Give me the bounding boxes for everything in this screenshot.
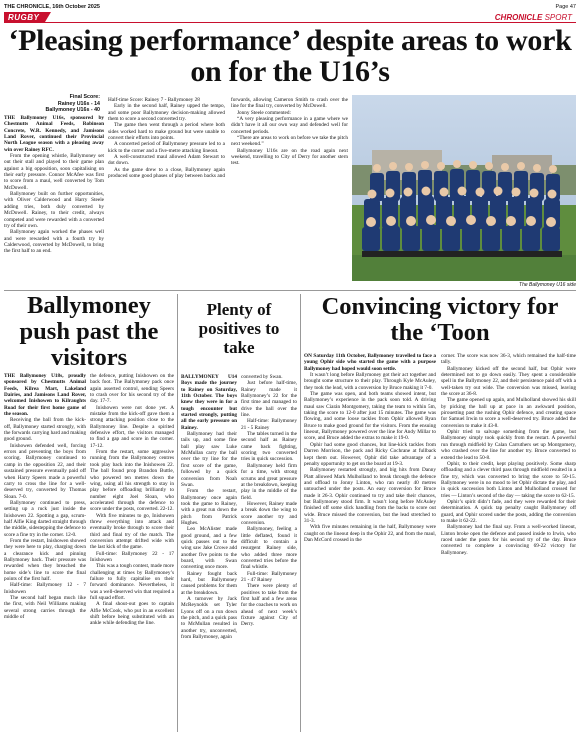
article-u18-col1: THE Ballymoney U18s, proudly sponsored by Chestnutts Animal Feeds, Kilrea Mart, Lakeland Dairies, and Jamisons Land Rover, welcomed Inishowen to Kilraughts Road for their first home game of the season. Receiving the ball from the kick-off, Ballymoney started strongly, with the forwards carrying hard and making good ground. Inishowen defended well, forcing errors and preventing the boys from scoring. Ballymoney continued to camp in the opposition 22, and their sustained pressure eventually paid off when Harry Speers made a powerful carry to cross the line for a well-deserved try, converted by Thomas Sloan. 7-0. Ballymoney continued to press, setting up a ruck just inside the Inishowen 22. Spotting a gap, scrum-half Alfie King darted straight through the middle, sidestepping the defence to score a fine try in the corner. 12-0. From the restart, Inishowen showed they were here to play, charging down a clearance kick and pinning Ballymoney back. Their pressure was rewarded when they breached the home side’s line to score the final points of the first half. Half-time: Ballymoney 12 - 7 Inishowen The second half began much like the first, with Neil Williams making several strong carries through the middle of [4,373,86,621]
final-score-box: Final Score: Rainey U16s - 14 Ballymoney U16s - 40 [45,94,100,114]
article-toon-col2: corner. The score was now 36-3, which remained the half-time tally. Ballymoney kicked off the second half, but Ophir were determined not to go down easily. They spent a considerable spell in the Ballymoney 22, and their persistence paid off with a well-taken try out wide. The conversion was missed, leaving the score at 36-8. The game opened up again, and Mulholland showed his skill by picking the ball up at pace in an awkward position, pirouetting past the rushing Ophir defence, and creating space for Samuel Irwin to score a well-deserved try. Bruce added the conversion to make it 43-8. Ophir tried to salvage something from the game, but Ballymoney simply took quickly from the restart. A powerful run through midfield by Calan Carruthers set up Montgomery, who crashed over the line for another try. Bruce converted to extend the lead to 50-8. Ophir, to their credit, kept playing positively. Some sharp offloading and a clever third pass through midfield resulted in a fine try, which was converted to bring the score to 50-15. Ballymoney were in no mood to let Ophir dictate the play, and in quick succession both Linton and Mulholland crossed for tries — Linton’s second of the day — taking the score to 62-15. Ophir’s spirit didn’t fade, and they were rewarded for their determination. A quick tap penalty caught Ballymoney off guard, and Ophir scored under the posts, adding the conversion to make it 62-22. Ballymoney had the final say. From a well-worked lineout, Linton broke open the defence and passed inside to Irwin, who raced under the posts for his second try of the day. Bruce converted to complete a convincing 69-22 victory for Ballymoney. [441,353,576,556]
article-toon-col1: ON Saturday 11th October, Ballymoney travelled to face a young Ophir side who started the game with a purpose Ballymoney had hoped would soon settle. It wasn’t long before Ballymoney got their act together and brought some structure to their play. Through Kyle McAuley, they took the lead, with a conversion by Bruce making it 7-0. The game was open, and both teams showed intent, but Ballymoney’s experience in the pack soon told. A driving maul saw Ciarán Montgomery, taking the team to within 5m, taking the score to 12-0 after just 15 minutes. The game was flowing, and some loose tackles from Ophir allowed Ryan Bruce to make good ground for the visitors. From the ensuing lineout, Ballymoney powered over the line for Andy Millar to score, and Bruce added the extras to make it 19-0. Ophir had some good chances, but line-kick tackles from Darren Morrison, the pack and Ricky Cochrane at fullback kept them out. However, Ophir did take advantage of a penalty opportunity to get on the board at 19-3. Ballymoney restarted strongly, and big hits from Danny Platt allowed Mark Mulholland to break through the defence and offload to Jonny Linton, who ran nearly 40 metres untouched under the posts. An easy conversion for Bruce made it 26-3. Ophir continued to try and take their chances, but Ballymoney stood firm. It wasn’t long before McAuley finished off some slick handling from the backs to score out wide. Bruce missed the conversion, but the lead stretched to 31-3. With five minutes remaining in the half, Ballymoney were caught on the lineout deep in the Ophir 22, and from the maul, Dan McCord crossed in the [304,353,436,543]
page-number: Page 47 [555,4,576,10]
divider [4,290,576,291]
section-label-chronicle-sport: CHRONICLE SPORT [487,12,576,22]
column-divider [177,294,178,732]
article-u16-col1: THE Ballymoney U16s, sponsored by Chestnutts Animal Feeds, Robinson Concrete, W.R. Kennedy, and Jamisons Land Rover, continued their Provincial North League season with a pleasing away win over Rainey RFC. From the opening whistle, Ballymoney set out their stall and played to their game plan against a big opposition, soon capitalising on their early pressure. Connor McAfee was first to score from a maul, well converted by Tom McDowell. Ballymoney built on further opportunities, with Oliver Calderwood and Harry Steele adding tries, both duly converted by McDowell. Rainey, to their credit, always competed and were rewarded with a converted try of their own. Ballymoney again worked the phases well and were rewarded with a fourth try by Calderwood, converted by McDowell, to bring the first half to an end. [4,115,104,255]
team-photo-image [352,95,576,281]
headline-ballymoney-push: Ballymoney push past the visitors [19,292,159,371]
article-u14-col2: converted by Swan. Just before half-time, Rainey made it Ballymoney’s 22 for the first time and managed to drive the ball over the line. Half-time: Ballymoney 21 - 5 Rainey The tables turned in the second half as Rainey came back fighting, scoring two converted tries in quick succession. Ballymoney held firm for a time, with strong scrums and great pressure at the breakdown, keeping play in the middle of the field. However, Rainey made a break down the wing to score another try and conversion. Ballymoney, feeling a little deflated, found it difficult to contain a resurgent Rainey side, who added three more converted tries before the final whistle. Full-time: Ballymoney 21 - 47 Rainey There were plenty of positives to take from the first half and a few areas for the coaches to work on ahead of next week’s fixture against City of Derry. [241,374,297,628]
article-u16-col2: Half-time Score: Rainey 7 - Ballymoney 28 Early in the second half, Rainey upped the tempo, and some poor Ballymoney decision-making allowed them to score a second converted try. The game then went through a period where both sides worked hard to make ground but were unable to convert their efforts into points. A concerted period of Ballymoney pressure led to a kick to the corner and a five-metre attacking lineout. A well-constructed maul allowed Adam Stewart to dot down. As the game drew to a close, Ballymoney again produced some good phases of play between backs and forwards, allowing Cameron Smith to crash over the line for the final try, converted by McDowell. Jonny Steele commented: “A very pleasing performance in a game where we didn’t have it all our own way and defended well for concerted periods. “There are areas to work on before we take the pitch next weekend.” Ballymoney U16s are on the road again next weekend, travelling to City of Derry for another stern test. [108,97,348,180]
article-u18-col2: the defence, putting Inishowen on the back foot. The Ballymoney pack once again asserted control, sending Speers to crash over for his second try of the day. 17-7. Inishowen were not done yet. A mistake from the kick-off gave them a strong attacking position close to the Ballymoney line. Despite a spirited defensive effort, the visitors managed to find a gap and score in the corner. 17-12. From the restart, some aggressive running from the Ballymoney centres took play back into the Inishowen 22. The ball found prop Brandon Buttle, who powered ten metres down the wing, using all his strength to stay in play before offloading brilliantly to number eight Joel Sloan, who accelerated through the defence to score under the posts, converted. 22-12. With five minutes to go, Inishowen threw everything into attack and eventually broke through to score their third and final try of the match. The conversion attempt drifted wide with the last kick of the game. Full-time: Ballymoney 22 - 17 Inishowen This was a tough contest, made more challenging at times by Ballymoney’s failure to fully capitalise on their forward dominance. Nevertheless, it was a well-deserved win that required a full squad effort. A final shout-out goes to captain Alfie McCook, who put in an excellent shift before being substituted with an ankle while defending the line. [90,373,174,627]
column-divider-2 [300,294,301,732]
main-headline: ‘Pleasing performance’ despite areas to work on for the U16’s [8,24,572,88]
section-label-rugby: RUGBY [4,12,45,22]
paper-date: THE CHRONICLE, 16th October 2025 [4,4,100,10]
page-header [4,2,576,12]
headline-plenty-positives: Plenty of positives to take [198,300,280,357]
team-photo [352,95,576,281]
section-bar [4,12,576,23]
headline-convincing-victory: Convincing victory for the ‘Toon [321,293,559,346]
article-u14-col1: BALLYMONEY U14 Boys made the journey to Rainey on Saturday, 11th October. The boys knew they were in for a tough encounter but started strongly, putting all the early pressure on Rainey. Ballymoney had their tails up, and some fine ball play saw Luke McMullan carry the ball over the try line for the first score of the game, followed by a quick conversion from Noah Swan. From the restart, Ballymoney once again took the game to Rainey, with a great run down the pitch from Patrick Hughes. Leo McAlister made good ground, and a few quick passes out to the wing saw Jake Crowe add another five points to the board, with Swan converting once more. Rainey fought back hard, but Ballymoney caused problems for them at the breakdown. A turnover by Jack McReynolds set Tyler Lyons off on a run down the pitch, and a quick pass to McMullan resulted in another try, unconverted, from Ballymoney, again [181,374,237,641]
photo-caption: The Ballymoney U16 side [519,282,576,288]
